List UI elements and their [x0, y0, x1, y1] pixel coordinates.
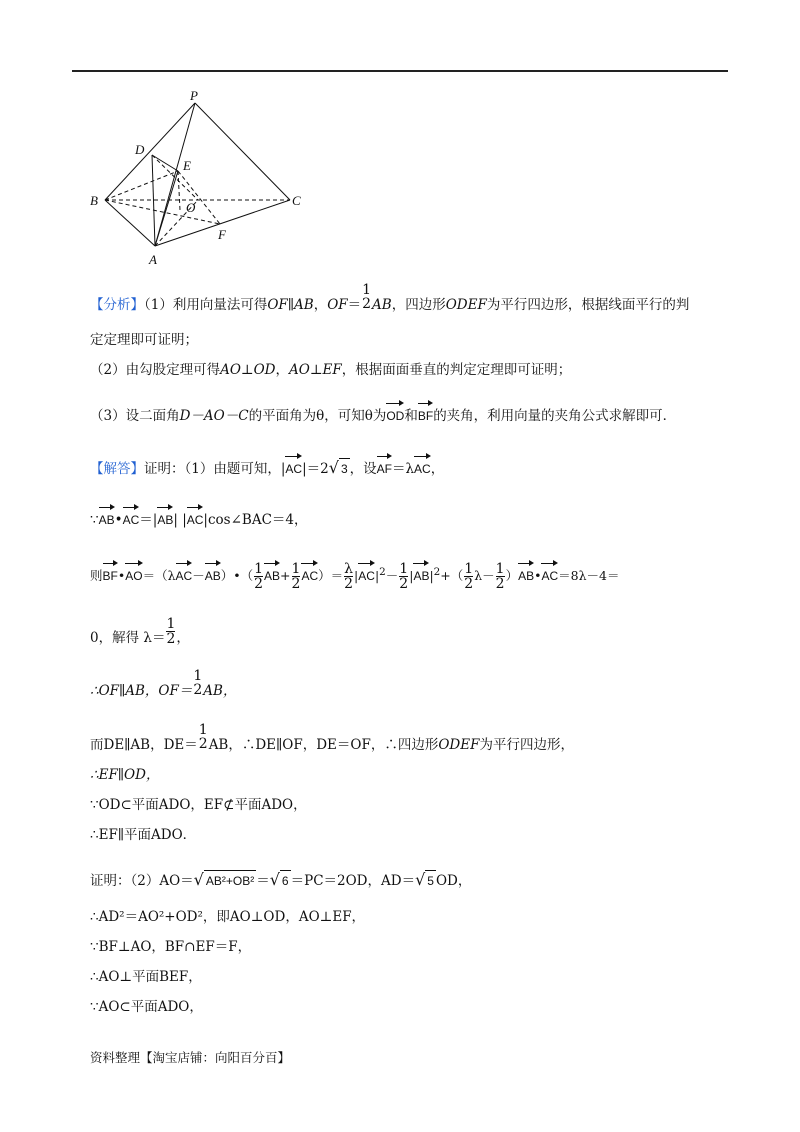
label-e: E — [183, 158, 191, 173]
analysis-line-4: （3）设二面角D－AO－C的平面角为θ，可知θ为OD和BF的夹角，利用向量的夹角公式求解即可． — [90, 402, 676, 426]
solution-line-9: ∴EF∥平面ADO． — [90, 827, 197, 843]
analysis-line-1: 【分析】（1）利用向量法可得OF∥AB，OF＝ 1 2 AB，四边形ODEF为平行四边形，根据线面平行的判 — [90, 281, 690, 313]
solution-line-11: ∴AD²＝AO²+OD²，即AO⊥OD，AO⊥EF， — [90, 909, 366, 925]
label-p: P — [190, 88, 198, 103]
analysis-line-2: 定定理即可证明； — [90, 332, 198, 348]
solution-line-1: 【解答】证明：（1）由题可知，|AC|＝2√ 3 ，设AF＝λAC， — [90, 455, 444, 479]
label-a: A — [149, 252, 157, 267]
vector-bf: BF — [418, 402, 433, 426]
solution-line-3: 则BF•AO＝（λAC－AB）•（ $\frac{1}{2}$ AB+ $\frac{1}{2}$ AC）＝ $\frac{\lambda}{2}$ $|AC|^2-$ $\frac{1}{2}$ $|AB|^2+$（ $\frac{1}{2}$ λ－ $\frac{1}{2}$ ）AB•AC＝8λ－4＝ — [90, 561, 620, 593]
solution-line-10: 证明：（2）AO＝√ AB²+OB² ＝√ 6 ＝PC＝2OD，AD＝√ 5 OD， — [90, 870, 472, 889]
analysis-tag: 【分析】 — [90, 297, 144, 313]
footer-source: 资料整理【淘宝店铺：向阳百分百】 — [90, 1050, 291, 1065]
label-c: C — [292, 193, 301, 208]
pyramid-figure — [80, 88, 320, 273]
solution-line-12: ∵BF⊥AO，BF∩EF＝F， — [90, 939, 252, 955]
analysis-line-3: （2）由勾股定理可得AO⊥OD，AO⊥EF，根据面面垂直的判定定理即可证明； — [90, 362, 572, 378]
header-rule — [72, 70, 728, 72]
label-o: O — [186, 200, 196, 215]
solution-line-14: ∵AO⊂平面ADO， — [90, 999, 203, 1015]
label-f: F — [218, 227, 226, 242]
solution-line-4: 0，解得 λ＝ $\frac{1}{2}$ ， — [90, 616, 190, 647]
solution-line-5: ∴OF∥AB，OF＝ 1 2 AB， — [90, 667, 237, 699]
solution-line-8: ∵OD⊂平面ADO，EF⊄平面ADO， — [90, 797, 307, 813]
fraction: 1 2 — [362, 281, 372, 312]
solution-line-2: ∵AB•AC＝|AB| |AC|cos∠BAC＝4， — [90, 506, 308, 530]
solution-tag: 【解答】 — [90, 461, 144, 477]
solution-line-13: ∴AO⊥平面BEF， — [90, 969, 202, 985]
label-b: B — [90, 193, 98, 208]
vector-od: OD — [386, 402, 404, 426]
solution-line-6: 而DE∥AB，DE＝ 1 2 AB，∴DE∥OF，DE＝OF，∴四边形ODEF为平行四边形， — [90, 721, 574, 753]
solution-line-7: ∴EF∥OD， — [90, 767, 160, 783]
label-d: D — [135, 142, 145, 157]
